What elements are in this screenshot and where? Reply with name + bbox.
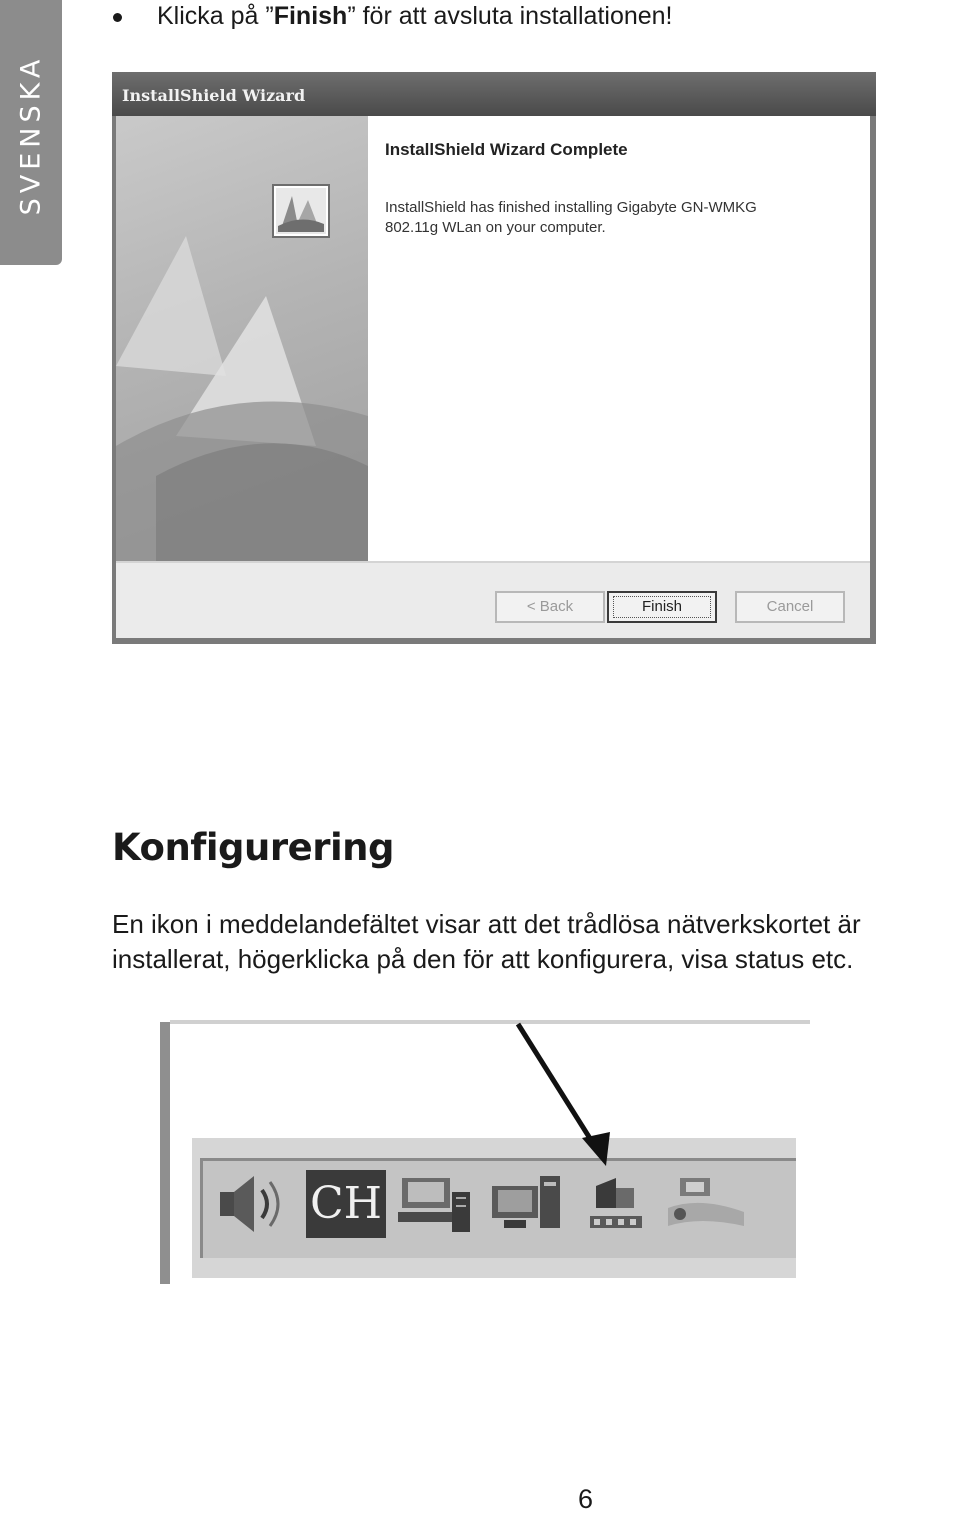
wizard-sails-graphic	[116, 116, 368, 561]
instruction-finish-bold: Finish	[273, 2, 348, 30]
wizard-content-panel	[368, 116, 870, 561]
wizard-heading: InstallShield Wizard Complete	[385, 140, 628, 159]
finish-button-label: Finish	[641, 598, 682, 615]
language-indicator[interactable]: CH	[306, 1170, 386, 1238]
wizard-side-graphic	[116, 116, 368, 561]
page-number: 6	[578, 1484, 594, 1514]
wizard-button-bar	[116, 561, 870, 638]
wizard-titlebar	[112, 72, 876, 116]
tray-top-border	[170, 1020, 810, 1024]
wizard-message: InstallShield has finished installing Gigabyte GN-WMKG 802.11g WLan on your computer.	[385, 199, 757, 236]
cancel-button[interactable]: Cancel	[735, 591, 845, 623]
pointer-arrow-icon	[510, 1020, 620, 1180]
back-button[interactable]: < Back	[495, 591, 605, 623]
language-tab-label: SVENSKA	[15, 54, 47, 216]
language-tab	[0, 0, 62, 265]
bullet-point	[113, 13, 122, 22]
network-icon[interactable]	[396, 1168, 476, 1240]
instruction-prefix: Klicka på ”	[157, 2, 274, 30]
finish-instruction	[157, 2, 673, 31]
usb-icon[interactable]	[660, 1168, 750, 1240]
tray-left-border	[160, 1022, 170, 1284]
focus-rectangle	[613, 596, 711, 618]
instruction-suffix: ” för att avsluta installationen!	[347, 2, 673, 30]
section-paragraph: En ikon i meddelandefältet visar att det trådlösa nätverkskortet är installerat, högerklicka på den för att konfigurera, visa status etc.	[112, 909, 861, 974]
speaker-icon[interactable]	[210, 1168, 290, 1240]
wizard-title: InstallShield Wizard	[122, 86, 306, 105]
finish-button[interactable]	[607, 591, 717, 623]
section-heading: Konfigurering	[112, 826, 394, 869]
system-tray-screenshot	[160, 1020, 810, 1284]
installshield-wizard-window	[112, 72, 876, 644]
